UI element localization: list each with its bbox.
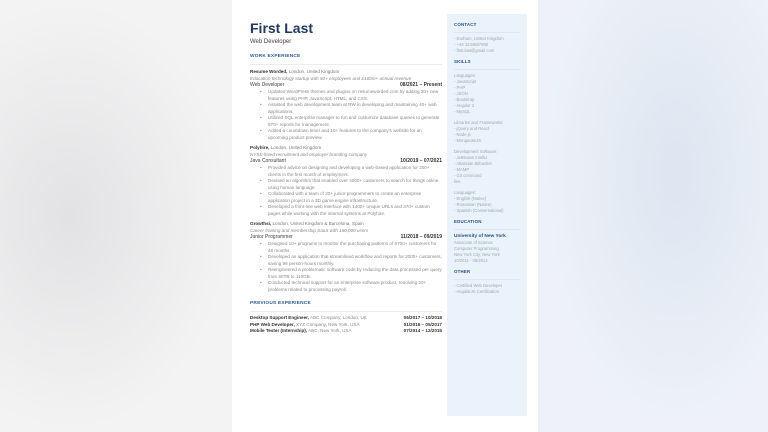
- previous-role: Mobile Tester (Internship),: [250, 328, 308, 333]
- company-name: Growthsi,: [250, 221, 272, 226]
- background-left: [0, 0, 232, 432]
- skill-item: - Romanian (Native): [454, 202, 492, 207]
- divider: [454, 32, 520, 33]
- skill-item: - Node.js: [454, 132, 471, 137]
- previous-row: [250, 328, 442, 335]
- company-line: [250, 220, 442, 227]
- contact-item: - first.last@gmail.com: [454, 48, 495, 53]
- job-dates: 10/2019 – 07/2021: [400, 158, 442, 164]
- previous-role: Desktop Support Engineer,: [250, 315, 309, 320]
- bullet-item: • Designed 10+ programs to monitor the purchasing patterns of 6700+ customers for 48 months.: [260, 241, 442, 254]
- other-heading: OTHER: [454, 269, 471, 274]
- skill-group: [454, 190, 520, 214]
- job-dates: 08/2021 – Present: [400, 82, 442, 88]
- skills-heading: SKILLS: [454, 59, 471, 64]
- bullet-list: [260, 241, 442, 293]
- education-heading: EDUCATION: [454, 219, 482, 224]
- bullet-item: • Developed an application that streamlined workflow and reports for 2000+ customers, saving 96 person-hours monthly.: [260, 254, 442, 267]
- previous-org: XYZ Company, New York, USA: [296, 321, 360, 327]
- role-row: [250, 82, 442, 89]
- contact-list: [454, 36, 520, 54]
- sidebar: [447, 14, 527, 416]
- contact-item: - +44 1234567890: [454, 42, 489, 47]
- main-column: [250, 20, 442, 335]
- skill-item: - Angular 2: [454, 103, 475, 108]
- work-experience-heading: WORK EXPERIENCE: [250, 54, 301, 59]
- skill-group: [454, 120, 520, 144]
- bullet-item: • Utilized SQL enterprise manager to run and customize database queries to generate 570+ reports for management.: [260, 115, 442, 128]
- company-location: London, United Kingdom & Barcelona, Spain: [272, 221, 364, 226]
- skill-group: [454, 149, 520, 185]
- education-entry: [454, 233, 520, 264]
- bullet-item: • Assisted the web development team at RW in developing and maintaining 40+ web applications.: [260, 102, 442, 115]
- company-location: London, United Kingdom: [270, 145, 322, 150]
- company-description: NYSE-listed recruitment and employer branding company: [250, 152, 368, 157]
- bullet-item: • Updated WordPress themes and plugins on resumeworded.com by adding 20+ new features using PHP, JavaScript, HTML, and CSS.: [260, 89, 442, 102]
- contact-item: - Durham, United Kingdom: [454, 36, 504, 41]
- bullet-item: • Provided advice on designing and developing a web-based application for 200+ clients in the first month of employment.: [260, 165, 442, 178]
- bullet-item: • Reengineered a problematic software code by reducing the data processed per query from 50TB to 110GB.: [260, 267, 442, 280]
- previous-dates: 06/2017 – 10/2018: [403, 315, 442, 320]
- previous-role: PHP Web Developer,: [250, 321, 295, 327]
- other-item: - AngularJS Certification: [454, 289, 499, 294]
- field: Computer Programming: [454, 246, 499, 251]
- bullet-item: • Developed a front-line web interface with 1400+ unique URLs and 370+ custom pages while working with the internal systems at Polyhire.: [260, 204, 442, 217]
- skill-item: - Spanish (Conversational): [454, 208, 504, 213]
- skill-group-label: Languages:: [454, 190, 476, 195]
- previous-experience-heading: PREVIOUS EXPERIENCE: [250, 301, 311, 306]
- company-line: [250, 144, 442, 151]
- company-name: Polyhire,: [250, 145, 270, 150]
- previous-list: [250, 315, 442, 335]
- skill-item: - JavaScript: [454, 79, 477, 84]
- previous-left: [250, 328, 352, 335]
- skill-group-label: Languages:: [454, 73, 476, 78]
- divider: [250, 64, 442, 65]
- person-name: First Last: [250, 20, 314, 36]
- job-role: Web Developer: [250, 82, 285, 88]
- bullet-list: [260, 165, 442, 217]
- job-dates: 11/2018 – 09/2019: [400, 234, 442, 240]
- company-location: London, United Kingdom: [288, 69, 340, 74]
- previous-org: ABC Company, London, UK: [310, 315, 367, 320]
- bullet-item: • Devised an algorithm that enabled over 4000+ customers to search for things online using human language.: [260, 178, 442, 191]
- skill-item: - Git command: [454, 173, 482, 178]
- role-row: [250, 234, 442, 241]
- divider: [454, 69, 520, 70]
- bullet-list: [260, 89, 442, 141]
- skill-group: [454, 73, 520, 115]
- divider: [454, 279, 520, 280]
- bullet-item: • Conducted technical support for an enterprise software product, resolving 20+ problems related to processing payroll.: [260, 280, 442, 293]
- resume-page: [232, 0, 538, 432]
- company-description: Career training and membership SaaS with 150,000 users: [250, 228, 369, 233]
- other-item: - Certified Web Developer: [454, 283, 503, 288]
- skill-item: - English (Native): [454, 196, 487, 201]
- job-role: Java Consultant: [250, 158, 286, 164]
- skill-item: - jQuery and React: [454, 126, 490, 131]
- degree: Associate of Science: [454, 240, 493, 245]
- skill-group-label: Development Software:: [454, 149, 498, 154]
- skill-item: - JetBrains IntelliJ: [454, 155, 488, 160]
- skills-list: [454, 73, 520, 214]
- previous-dates: 01/2016 – 05/2017: [403, 321, 442, 327]
- other-list: [454, 283, 520, 295]
- divider: [454, 229, 520, 230]
- skill-item: - Atlassian Bitbucket: [454, 161, 492, 166]
- previous-dates: 07/2014 – 12/2015: [403, 328, 442, 333]
- background-right: [538, 0, 768, 432]
- bullet-item: • Added a countdown timer and 10+ features to the company's website for an upcoming product preview.: [260, 128, 442, 141]
- company-name: Resume Worded,: [250, 69, 288, 74]
- divider: [250, 311, 442, 312]
- school-location: New York City, New York: [454, 252, 500, 257]
- school: University of New York: [454, 234, 506, 239]
- skill-item: - Bootstrap: [454, 97, 475, 102]
- contact-heading: CONTACT: [454, 22, 477, 27]
- skill-item: - PHP: [454, 85, 466, 90]
- skill-group-label: Libraries and Frameworks:: [454, 120, 504, 125]
- role-row: [250, 158, 442, 165]
- education-dates: 10/2011 - 06/2014: [454, 258, 488, 263]
- job-role: Junior Programmer: [250, 234, 293, 240]
- person-title: Web Developer: [250, 39, 292, 45]
- skill-item: - MAMP: [454, 167, 470, 172]
- jobs-list: [250, 68, 442, 293]
- skill-item: - MongooseJS: [454, 138, 481, 143]
- previous-org: ABC, New York, USA: [308, 328, 352, 333]
- bullet-item: • Collaborated with a team of 20+ junior programmers to create an enterprise application project in a 3D game engine infrastructure.: [260, 191, 442, 204]
- company-line: [250, 68, 442, 75]
- company-description: Education technology startup with 50+ employees and £100m+ annual revenue: [250, 76, 412, 81]
- skill-item: - JSON: [454, 91, 468, 96]
- skill-item: line: [454, 179, 461, 184]
- skill-item: - MySQL: [454, 109, 471, 114]
